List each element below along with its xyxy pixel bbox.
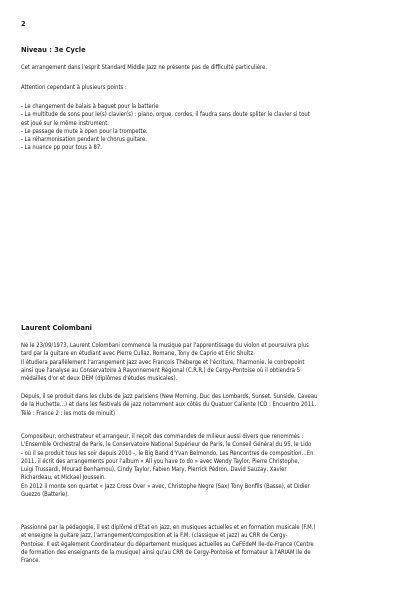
text-line: tard par la guitare en étudiant avec Pierre Cullaz, Romane, Tony de Caprio et Eric Shultz. [21, 350, 255, 358]
text-line: Luigi Trussardi, Mourad Benhamou), Cindy Taylor, Fabien Mary, Pierrick Pédron, David Sauzay, Xavier [21, 466, 287, 474]
text-line: Depuis, il se produit dans les clubs de jazz parisiens (New Morning, Duc des Lombards, Sunset, Sunside, Caveau [21, 393, 318, 400]
attention-paragraph [21, 84, 127, 92]
text-line: Né le 23/09/1973, Laurent Colombani commence la musique par l'apprentissage du violon et poursuivra plus [21, 342, 309, 349]
intro-line: Cet arrangement dans l'esprit Standard Middle Jazz ne présente pas de difficulté particulière. [21, 64, 268, 71]
list-item: - Le changement de balais à baguet pour la batterie [21, 103, 159, 110]
bio-paragraph-1 [21, 342, 309, 383]
text-line: L'Ensemble Orchestral de Paris, le Conservatoire National Supérieur de Paris, le Conseil Général du 95, le Lido [21, 441, 312, 449]
text-line: - où il se produit tous les soir depuis 2010 -, le Big Band d'Yvan Belmondo, Les Rencontres de composition…En [21, 449, 314, 457]
text-line: Pontoise. Il est également Coordinateur du département musiques actuelles au CeFEdeM Ile-de-France (Centre [21, 540, 314, 548]
level-heading: Niveau : 3e Cycle [21, 45, 86, 54]
page-number: 2 [21, 19, 26, 28]
points-list [21, 103, 310, 153]
bio-paragraph-4 [21, 524, 315, 565]
bio-paragraph-3 [21, 433, 313, 499]
text-line: Richardeau, et Mickael Joussein. [21, 474, 106, 482]
list-item: est joué sur le même instrument. [21, 119, 109, 127]
text-line: Il étudiera parallèlement l'arrangement jazz avec François Théberge et l'écriture, l'harmonie, le contrepoint [21, 358, 305, 366]
text-line: Passionné par la pédagogie, il est diplômé d'Etat en jazz, en musiques actuelles et en formation musicale (F.M.) [21, 524, 316, 531]
text-line: En 2012 il monte son quartet « Jazz Cross Over » avec, Christophe Negre (Sax) Tony Bonfils (Basse), et Didier [21, 482, 310, 490]
text-line: de formation des enseignants de la musique) ainsi qu'au CRR de Cergy-Pontoise et formateur à l'ARIAM Ile de [21, 548, 311, 556]
list-item: - Le passage de mute à open pour la trompette. [21, 127, 148, 135]
text-line: 2011, il écrit des arrangements pour l'album « All you have to do » avec Wendy Taylor, Pierre Christophe, [21, 457, 300, 465]
text-line: médailles d'or et deux DEM (diplômes d'études musicales). [21, 375, 178, 383]
list-item: - La nuance pp pour tous à 87. [21, 144, 102, 152]
text-line: ainsi que l'analyse au Conservatoire à Rayonnement Régional (C.R.R.) de Cergy-Pontoise où il obtiendra 5 [21, 366, 301, 374]
list-item: - La multitude de sons pour le(s) clavier(s) : piano, orgue, cordes, il faudra sans doute spliter le clavier si tout [21, 111, 310, 119]
attention-line: Attention cependant à plusieurs points : [21, 84, 127, 91]
text-line: de la Huchette…) et dans les festivals de jazz notamment aux côtés du Quatuor Caliente (CD : Encuentro 2011, [21, 401, 317, 409]
intro-paragraph [21, 64, 267, 72]
text-line: Télé : France 2 : les mots de minuit) [21, 409, 116, 417]
list-item: - La réharmonisation pendant le chorus guitare. [21, 136, 147, 144]
bio-paragraph-2 [21, 393, 317, 418]
text-line: Guezzo (Batterie). [21, 491, 69, 499]
author-heading: Laurent Colombani [21, 323, 92, 332]
text-line: et enseigne la guitare jazz, l'arrangement/composition et la F.M. (classique et jazz) au CRR de Cergy- [21, 532, 288, 540]
text-line: France. [21, 557, 41, 565]
text-line: Compositeur, orchestrateur et arrangeur, il reçoit des commandes de milieux aussi divers que renommés : [21, 433, 304, 440]
